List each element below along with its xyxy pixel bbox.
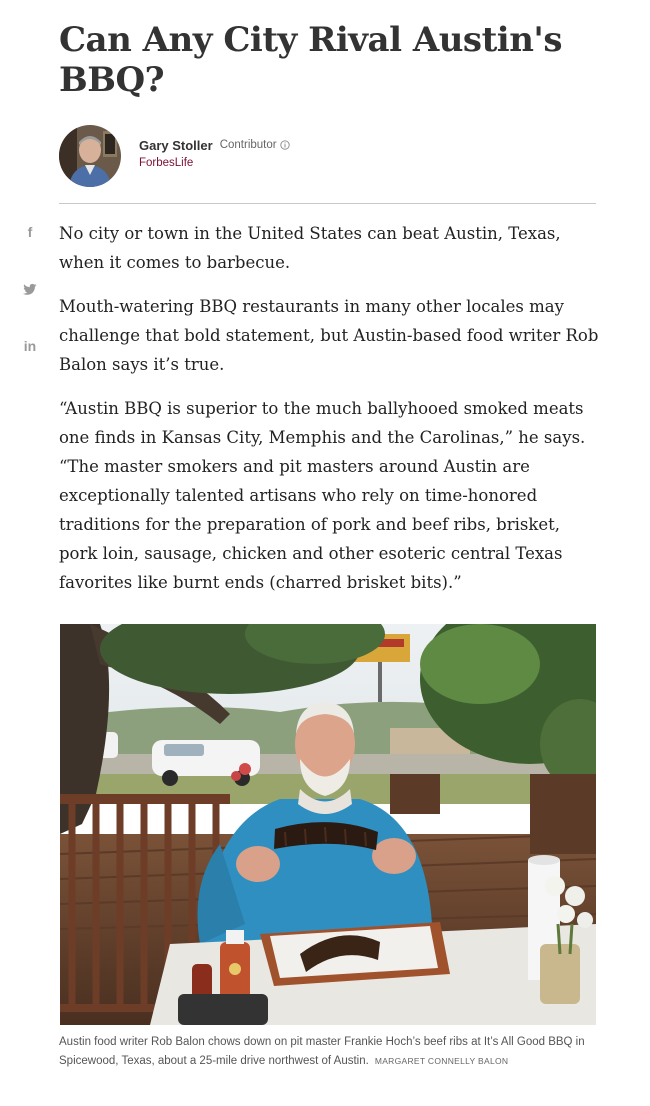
facebook-icon[interactable]: f: [27, 224, 33, 240]
photo-caption: [59, 1033, 599, 1071]
twitter-icon[interactable]: [18, 280, 42, 300]
paragraph: No city or town in the United States can beat Austin, Texas, when it comes to barbecue.: [59, 224, 561, 272]
header-divider: [59, 203, 596, 204]
author-block: [59, 124, 290, 188]
paragraph: “Austin BBQ is superior to the much ballyhooed smoked meats one finds in Kansas City, Memphis and the Carolinas,” he says. “The master smokers and pit masters around Austin are exceptionally talented artisans who rely on time-honored traditions for the preparation of pork and beef ribs, brisket, pork loin, sausage, chicken and other esoteric central Texas favorites like burnt ends (charred brisket bits).”: [59, 399, 586, 592]
info-icon[interactable]: [280, 140, 290, 150]
author-role: Contributor: [219, 139, 277, 151]
author-channel[interactable]: ForbesLife: [139, 156, 194, 169]
photo-credit: MARGARET CONNELLY BALON: [374, 1056, 509, 1066]
author-avatar[interactable]: [59, 125, 121, 187]
linkedin-icon[interactable]: in: [23, 338, 37, 354]
article-photo: [60, 624, 596, 1025]
article-title: Can Any City Rival Austin's BBQ?: [59, 20, 562, 100]
caption-text: Austin food writer Rob Balon chows down on pit master Frankie Hoch’s beef ribs at It’s All Good BBQ in Spicewood, Texas, about a 25-mile drive northwest of Austin.: [59, 1036, 585, 1067]
author-name[interactable]: Gary Stoller: [139, 137, 213, 153]
paragraph: Mouth-watering BBQ restaurants in many other locales may challenge that bold statement, but Austin-based food writer Rob Balon says it’s true.: [59, 297, 599, 374]
article-body: [59, 219, 599, 612]
